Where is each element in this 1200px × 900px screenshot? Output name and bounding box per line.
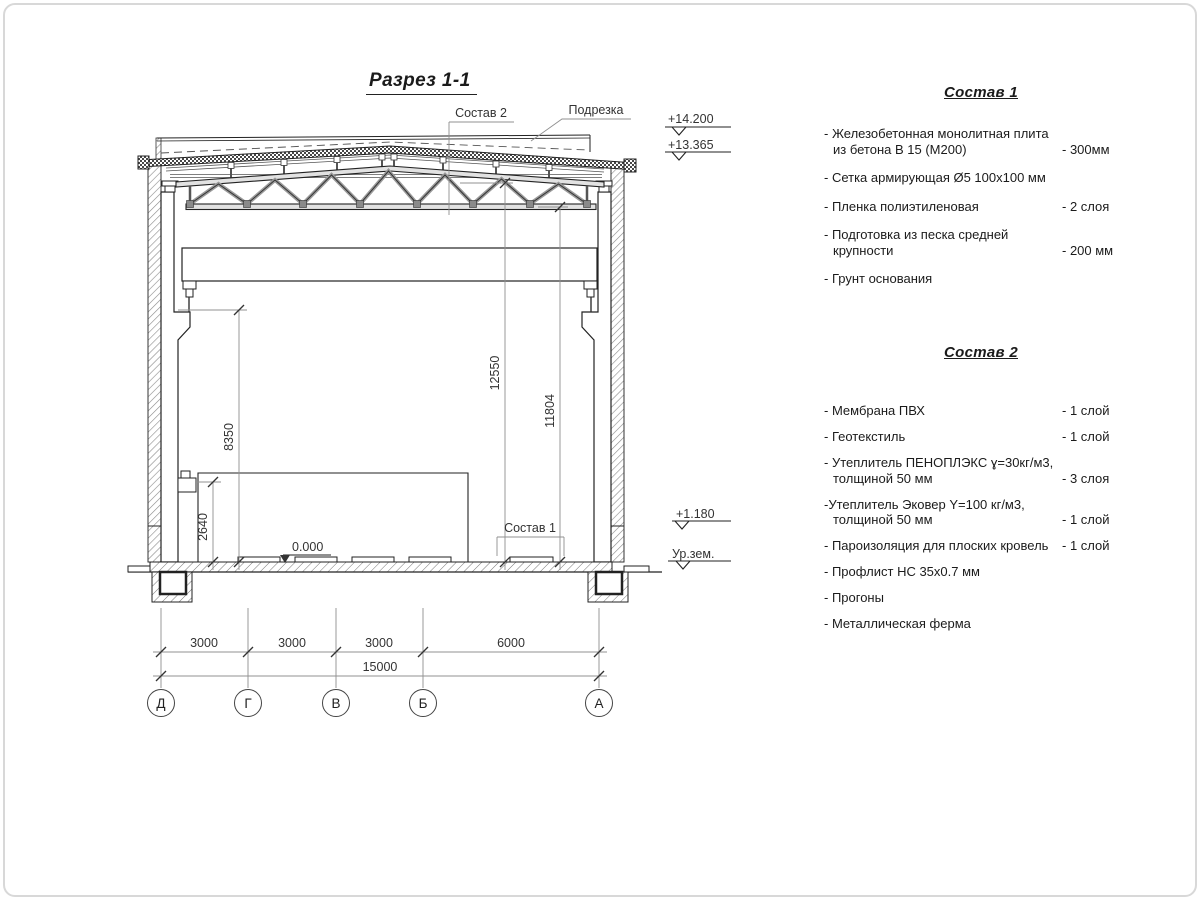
spec-item-name: - Пленка полиэтиленовая [824,198,979,214]
dim-2640-label: 2640 [196,513,210,541]
spec2-item [824,403,1138,419]
spec-item-value: - 1 слой [1062,403,1110,418]
spec-item-value: - 1 слой [1062,512,1110,527]
elevation-arrow-icon [676,561,690,569]
spec1-item [824,199,1138,215]
callout-podrezka-label: Подрезка [568,103,624,117]
spec-item-value: - 2 слоя [1062,198,1110,214]
spec-item-name: -Утеплитель Эковер Y=100 кг/м3, толщиной 50 мм [824,496,1025,527]
spec-item-name: - Металлическая ферма [824,616,971,631]
spec-item-name: - Железобетонная монолитная плита из бетона В 15 (М200) [824,126,1049,157]
left-footing [152,572,192,602]
dim-6000: 6000 [497,636,525,650]
ground-level-label: Ур.зем. [672,547,715,561]
dim-8350 [178,305,247,570]
elevation-ground [668,547,731,569]
elevation-arrow-icon [672,152,686,160]
callout-sostav2-label: Состав 2 [455,106,507,120]
spec2-item [824,564,1138,580]
right-apron [624,566,649,572]
spec2-item [824,616,1138,632]
spec1-item [824,271,1138,287]
axis-bubbles [148,690,613,717]
axis-b: Б [418,696,428,711]
elevation-14200-label: +14.200 [668,112,714,126]
spec-item-name: - Подготовка из песка средней крупности [824,227,1009,258]
dim-11804-label: 11804 [543,394,557,428]
axis-g: Г [244,696,252,711]
spec-item-value: - 3 слоя [1062,470,1110,486]
elevation-1180-label: +1.180 [676,507,715,521]
elevation-arrow-icon [672,127,686,135]
spec-item-name: - Прогоны [824,590,884,605]
dim-2640 [196,477,221,570]
spec-item-name: - Утеплитель ПЕНОПЛЭКС ɣ=30кг/м3, толщиной 50 мм [824,455,1054,486]
axis-a: А [594,696,604,711]
right-footing [588,572,628,602]
right-column [582,181,612,562]
truss-top-chord [176,166,604,187]
spec2-item [824,590,1138,606]
dim-3000-2: 3000 [278,636,306,650]
left-wall-panel [148,138,161,562]
spec-item-value: - 200 мм [1062,242,1114,258]
elevation-14200 [665,112,731,135]
axis-v: В [331,696,341,711]
bottom-dimensions [153,608,607,688]
spec-item-value: - 1 слой [1062,538,1110,553]
left-column-bracket [178,478,196,492]
elevation-13365 [665,138,731,160]
spec1-title: Состав 1 [944,84,1018,101]
spec1-item [824,126,1138,157]
spec-item-name: - Мембрана ПВХ [824,403,925,418]
elevation-13365-label: +13.365 [668,138,714,152]
spec2-item [824,455,1138,486]
callout-sostav1 [497,521,564,556]
drawing-title: Разрез 1-1 [366,70,477,95]
callout-sostav1-label: Состав 1 [504,521,556,535]
elevation-arrow-icon [675,521,689,529]
dim-12550-label: 12550 [488,355,502,391]
floor-slab [128,557,662,572]
spec-item-name: - Геотекстиль [824,429,906,444]
roof-truss [170,166,604,210]
spec2-item [824,497,1138,528]
spec-item-value: - 300мм [1062,141,1110,157]
elevation-1180 [672,507,731,529]
axis-d: Д [156,696,166,711]
spec2-item [824,429,1138,445]
spec2-item [824,538,1138,554]
left-apron [128,566,150,572]
spec-item-name: - Профлист НС 35x0.7 мм [824,564,980,579]
dim-8350-label: 8350 [222,423,236,451]
spec2-panel [824,344,1138,642]
spec1-item [824,170,1138,186]
left-column [161,181,196,562]
interior-outline [198,473,468,562]
crane-beam [182,248,597,312]
spec-item-name: - Пароизоляция для плоских кровель [824,538,1049,553]
spec-item-name: - Грунт основания [824,271,933,286]
dim-15000: 15000 [362,660,398,674]
spec1-item [824,227,1138,258]
spec1-panel [824,84,1138,300]
zero-level-label: 0.000 [292,540,324,554]
spec2-title: Состав 2 [944,344,1018,361]
dim-3000-3: 3000 [365,636,393,650]
spec-item-value: - 1 слой [1062,429,1110,444]
dim-3000-1: 3000 [190,636,218,650]
right-wall-panel [611,168,624,562]
spec-item-name: - Сетка армирующая Ø5 100x100 мм [824,170,1046,185]
